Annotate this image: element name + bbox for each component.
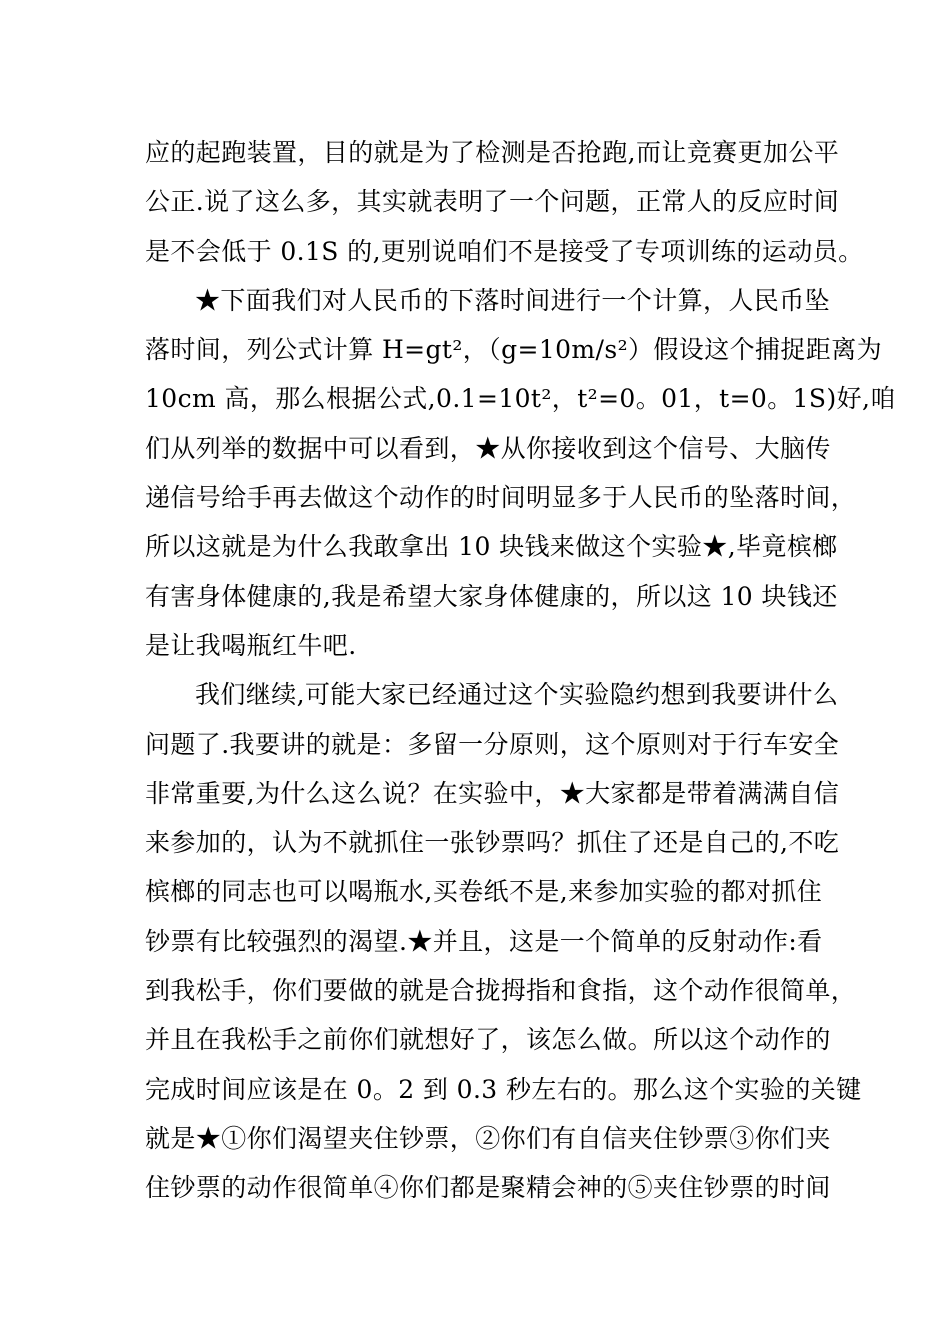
text-line: 应的起跑装置，目的就是为了检测是否抢跑,而让竞赛更加公平 xyxy=(145,138,840,167)
text-line: 完成时间应该是在 0。2 到 0.3 秒左右的。那么这个实验的关键 xyxy=(145,1074,862,1104)
text-line: 公正.说了这么多，其实就表明了一个问题，正常人的反应时间 xyxy=(145,187,840,217)
text-line: 非常重要,为什么这么说？在实验中，★大家都是带着满满自信 xyxy=(145,778,840,808)
text-line: 住钞票的动作很简单④你们都是聚精会神的⑤夹住钞票的时间 xyxy=(145,1173,831,1203)
text-line: 落时间，列公式计算 H=gt²，（g=10m/s²）假设这个捕捉距离为 xyxy=(145,335,883,365)
paragraph-start-line: 我们继续,可能大家已经通过这个实验隐约想到我要讲什么 xyxy=(195,680,839,710)
paragraph-start-line: ★下面我们对人民币的下落时间进行一个计算，人民币坠 xyxy=(195,285,831,315)
text-line: 所以这就是为什么我敢拿出 10 块钱来做这个实验★,毕竟槟榔 xyxy=(145,532,838,562)
text-line: 槟榔的同志也可以喝瓶水,买卷纸不是,来参加实验的都对抓住 xyxy=(145,877,823,907)
text-line: 就是★①你们渴望夹住钞票，②你们有自信夹住钞票③你们夹 xyxy=(145,1123,831,1153)
text-line: 问题了.我要讲的就是：多留一分原则，这个原则对于行车安全 xyxy=(145,729,840,759)
text-line: 有害身体健康的,我是希望大家身体健康的，所以这 10 块钱还 xyxy=(145,581,838,611)
text-line: 是不会低于 0.1S 的,更别说咱们不是接受了专项训练的运动员。 xyxy=(145,236,864,266)
text-line: 来参加的，认为不就抓住一张钞票吗？抓住了还是自己的,不吃 xyxy=(145,828,840,858)
text-line: 们从列举的数据中可以看到，★从你接收到这个信号、大脑传 xyxy=(145,433,831,463)
text-line: 钞票有比较强烈的渴望.★并且，这是一个简单的反射动作:看 xyxy=(145,926,823,956)
text-line: 10cm 高，那么根据公式,0.1=10t²，t²=0。01，t=0。1S)好,咱 xyxy=(145,384,896,414)
text-line: 是让我喝瓶红牛吧. xyxy=(145,630,357,660)
text-line: 并且在我松手之前你们就想好了，该怎么做。所以这个动作的 xyxy=(145,1025,831,1055)
text-line: 递信号给手再去做这个动作的时间明显多于人民币的坠落时间， xyxy=(145,483,857,513)
text-line: 到我松手，你们要做的就是合拢拇指和食指，这个动作很简单， xyxy=(145,976,857,1006)
document-body xyxy=(145,128,896,1213)
